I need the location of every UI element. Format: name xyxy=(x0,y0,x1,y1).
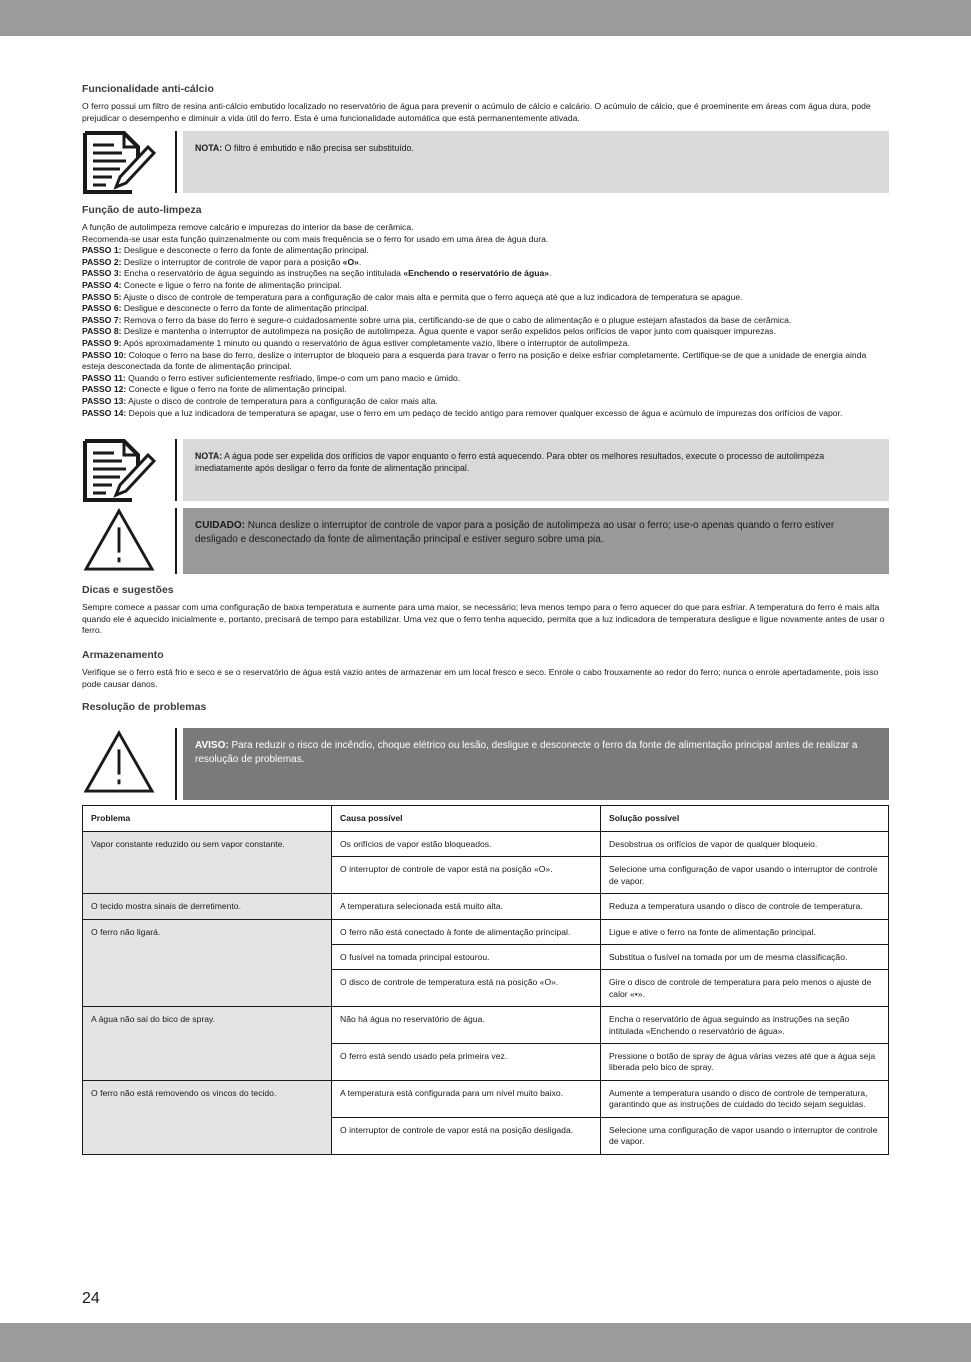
step-item xyxy=(82,303,889,315)
solution-cell: Aumente a temperatura usando o disco de controle de temperatura, garantindo que as instruções de cuidado do tecido sejam seguidas. xyxy=(601,1080,889,1117)
step-label: PASSO 6: xyxy=(82,303,122,314)
warning-box xyxy=(82,728,889,800)
step-item xyxy=(82,373,889,385)
warning-triangle-icon xyxy=(82,508,156,572)
intro-line-2: Recomenda-se usar esta função quinzenalmente ou com mais frequência se o ferro for usado em uma área de água dura. xyxy=(82,233,549,244)
note-body: A água pode ser expelida dos orifícios de vapor enquanto o ferro está aquecendo. Para obter os melhores resultados, execute o processo de autolimpeza imediatamente após desligar o ferro da fonte de alimentação principal. xyxy=(195,451,825,473)
table-row xyxy=(83,1080,889,1117)
note-body: O filtro é embutido e não precisa ser substituído. xyxy=(222,143,414,153)
header-problema: Problema xyxy=(83,806,332,832)
step-text: Depois que a luz indicadora de temperatura se apagar, use o ferro em um pedaço de tecido antigo para remover qualquer excesso de água e acúmulo de impurezas dos orifícios de vapor. xyxy=(126,407,843,418)
table-row xyxy=(83,919,889,944)
step-label: PASSO 9: xyxy=(82,337,122,348)
solution-cell: Pressione o botão de spray de água várias vezes até que a água seja liberada pelo bico de spray. xyxy=(601,1044,889,1081)
step-text: Conecte e ligue o ferro na fonte de alimentação principal. xyxy=(126,384,347,395)
cause-cell: A temperatura selecionada está muito alta. xyxy=(332,894,601,919)
step-text: Desligue e desconecte o ferro da fonte de alimentação principal. xyxy=(121,303,369,314)
problem-cell: O ferro não está removendo os vincos do tecido. xyxy=(83,1080,332,1154)
solution-cell: Substitua o fusível na tomada por um de mesma classificação. xyxy=(601,945,889,970)
step-item xyxy=(82,315,889,327)
auto-limpeza-steps xyxy=(82,222,889,419)
cause-cell: Os orifícios de vapor estão bloqueados. xyxy=(332,832,601,857)
heading-armazenamento: Armazenamento xyxy=(82,649,164,661)
cause-cell: O interruptor de controle de vapor está na posição «O». xyxy=(332,857,601,894)
cause-cell: O ferro está sendo usado pela primeira vez. xyxy=(332,1044,601,1081)
dicas-body: Sempre comece a passar com uma configuração de baixa temperatura e aumente para uma maior, se necessário; leva menos tempo para o ferro aquecer do que para esfriar. A temperatura do ferro é mais alta quando ele é aquecido inicialmente e, portanto, precisará de tempo para estabilizar. Uma vez que o ferro tenha aquecido, permita que a luz indicadora de temperatura desligue e ligue novamente antes de usar o ferro. xyxy=(82,602,885,635)
warning-divider xyxy=(175,728,177,800)
table-row xyxy=(83,1007,889,1044)
step-item xyxy=(82,280,889,292)
note-panel xyxy=(183,439,889,501)
note-divider xyxy=(175,439,177,501)
step-label: PASSO 5: xyxy=(82,291,122,302)
note-text xyxy=(195,451,877,474)
step-label: PASSO 11: xyxy=(82,372,126,383)
cause-cell: O disco de controle de temperatura está na posição «O». xyxy=(332,970,601,1007)
solution-cell: Selecione uma configuração de vapor usando o interruptor de controle de vapor. xyxy=(601,857,889,894)
note-divider xyxy=(175,131,177,193)
step-item xyxy=(82,257,889,269)
step-bold: «O» xyxy=(342,256,359,267)
heading-dicas: Dicas e sugestões xyxy=(82,584,174,596)
table-row xyxy=(83,832,889,857)
step-item xyxy=(82,396,889,408)
step-text: Quando o ferro estiver suficientemente resfriado, limpe-o com um pano macio e úmido. xyxy=(125,372,461,383)
troubleshooting-table xyxy=(82,805,889,1155)
warning-body: Para reduzir o risco de incêndio, choque elétrico ou lesão, desligue e desconecte o ferro da fonte de alimentação principal antes de realizar a resolução de problemas. xyxy=(195,740,858,765)
heading-anti-calcio: Funcionalidade anti-cálcio xyxy=(82,83,214,95)
warning-triangle-icon xyxy=(82,730,156,794)
solution-cell: Selecione uma configuração de vapor usando o interruptor de controle de vapor. xyxy=(601,1117,889,1154)
step-label: PASSO 2: xyxy=(82,256,122,267)
step-label: PASSO 8: xyxy=(82,326,122,337)
table-header-row xyxy=(83,806,889,832)
step-text: Ajuste o disco de controle de temperatura para a configuração de calor mais alta. xyxy=(126,395,438,406)
step-label: PASSO 3: xyxy=(82,268,122,279)
solution-cell: Ligue e ative o ferro na fonte de alimentação principal. xyxy=(601,919,889,944)
top-band xyxy=(0,0,971,36)
step-item xyxy=(82,326,889,338)
page-number: 24 xyxy=(82,1290,100,1307)
caution-divider xyxy=(175,508,177,574)
cause-cell: O fusível na tomada principal estourou. xyxy=(332,945,601,970)
caution-label: CUIDADO: xyxy=(195,520,245,531)
step-item xyxy=(82,338,889,350)
problem-cell: Vapor constante reduzido ou sem vapor constante. xyxy=(83,832,332,894)
bottom-band xyxy=(0,1323,971,1362)
solution-cell: Desobstrua os orifícios de vapor de qualquer bloqueio. xyxy=(601,832,889,857)
step-item xyxy=(82,245,889,257)
table-row xyxy=(83,894,889,919)
step-text: Deslize e mantenha o interruptor de autolimpeza na posição de autolimpeza. Água quente e vapor serão expelidos pelos orifícios de vapor junto com quaisquer impurezas. xyxy=(121,326,776,337)
step-label: PASSO 14: xyxy=(82,407,127,418)
step-text: Coloque o ferro na base do ferro, deslize o interruptor de bloqueio para a esquerda para travar o ferro na posição e deixe esfriar completamente. Certifique-se de que a unidade de energia ainda esteja desconectada da fonte de alimentação principal. xyxy=(82,349,867,372)
problem-cell: A água não sai do bico de spray. xyxy=(83,1007,332,1081)
intro-line-1: A função de autolimpeza remove calcário e impurezas do interior da base de cerâmica. xyxy=(82,222,414,232)
step-label: PASSO 4: xyxy=(82,279,122,290)
step-item xyxy=(82,408,889,420)
problem-cell: O ferro não ligará. xyxy=(83,919,332,1007)
step-text: Remova o ferro da base do ferro e segure-o cuidadosamente sobre uma pia, certificando-se de que o cabo de alimentação e o plugue estejam afastados da base de cerâmica. xyxy=(121,314,792,325)
step-text: Deslize o interruptor de controle de vapor para a posição xyxy=(121,256,343,267)
heading-resolucao: Resolução de problemas xyxy=(82,701,207,713)
step-text: Conecte e ligue o ferro na fonte de alimentação principal. xyxy=(121,279,342,290)
caution-body: Nunca deslize o interruptor de controle de vapor para a posição de autolimpeza ao usar o ferro; use-o apenas quando o ferro estiver desligado e desconectado da fonte de alimentação principal e estiver seguro sobre uma pia. xyxy=(195,520,835,545)
warning-label: AVISO: xyxy=(195,740,229,751)
caution-panel xyxy=(183,508,889,574)
step-text: Encha o reservatório de água seguindo as instruções na seção intitulada xyxy=(121,268,404,279)
step-label: PASSO 10: xyxy=(82,349,127,360)
solution-cell: Gire o disco de controle de temperatura para pelo menos o ajuste de calor «•». xyxy=(601,970,889,1007)
warning-panel xyxy=(183,728,889,800)
cause-cell: O ferro não está conectado à fonte de alimentação principal. xyxy=(332,919,601,944)
cause-cell: A temperatura está configurada para um nível muito baixo. xyxy=(332,1080,601,1117)
anti-calcio-body: O ferro possui um filtro de resina anti-cálcio embutido localizado no reservatório de água para prevenir o acúmulo de cálcio e calcário. O acúmulo de cálcio, que é proeminente em áreas com água dura, pode prejudicar o desempenho e diminuir a vida útil do ferro. Esta é uma funcionalidade automática que está permanentemente ativada. xyxy=(82,101,871,123)
step-item xyxy=(82,268,889,280)
step-bold: «Enchendo o reservatório de água» xyxy=(403,268,550,279)
heading-auto-limpeza: Função de auto-limpeza xyxy=(82,204,202,216)
step-item xyxy=(82,350,889,373)
cause-cell: O interruptor de controle de vapor está na posição desligada. xyxy=(332,1117,601,1154)
step-text: Após aproximadamente 1 minuto ou quando o reservatório de água estiver completamente vazio, libere o interruptor de autolimpeza. xyxy=(121,337,630,348)
note-label: NOTA: xyxy=(195,451,223,461)
step-item xyxy=(82,384,889,396)
note-box-anti-calcio xyxy=(82,131,889,195)
header-causa: Causa possível xyxy=(332,806,601,832)
note-box-auto-limpeza xyxy=(82,439,889,503)
warning-text xyxy=(195,739,877,767)
step-after: . xyxy=(358,256,362,267)
solution-cell: Encha o reservatório de água seguindo as instruções na seção intitulada «Enchendo o reservatório de água». xyxy=(601,1007,889,1044)
step-after: . xyxy=(549,268,552,279)
armazenamento-body: Verifique se o ferro está frio e seco e se o reservatório de água está vazio antes de armazenar em um local fresco e seco. Enrole o cabo frouxamente ao redor do ferro; nunca o enrole apertadamente, pois isso pode causar danos. xyxy=(82,667,879,689)
caution-text xyxy=(195,519,877,547)
step-label: PASSO 13: xyxy=(82,395,127,406)
cause-cell: Não há água no reservatório de água. xyxy=(332,1007,601,1044)
problem-cell: O tecido mostra sinais de derretimento. xyxy=(83,894,332,919)
solution-cell: Reduza a temperatura usando o disco de controle de temperatura. xyxy=(601,894,889,919)
note-panel xyxy=(183,131,889,193)
step-label: PASSO 12: xyxy=(82,384,127,395)
step-text: Desligue e desconecte o ferro da fonte de alimentação principal. xyxy=(121,245,369,256)
step-item xyxy=(82,292,889,304)
note-pencil-icon xyxy=(82,439,156,503)
header-solucao: Solução possível xyxy=(601,806,889,832)
caution-box xyxy=(82,508,889,574)
note-text xyxy=(195,143,877,155)
step-label: PASSO 7: xyxy=(82,314,122,325)
step-text: Ajuste o disco de controle de temperatura para a configuração de calor mais alta e permita que o ferro aqueça até que a luz indicadora de temperatura se apague. xyxy=(121,291,743,302)
step-label: PASSO 1: xyxy=(82,245,122,256)
note-pencil-icon xyxy=(82,131,156,195)
note-label: NOTA: xyxy=(195,143,223,153)
